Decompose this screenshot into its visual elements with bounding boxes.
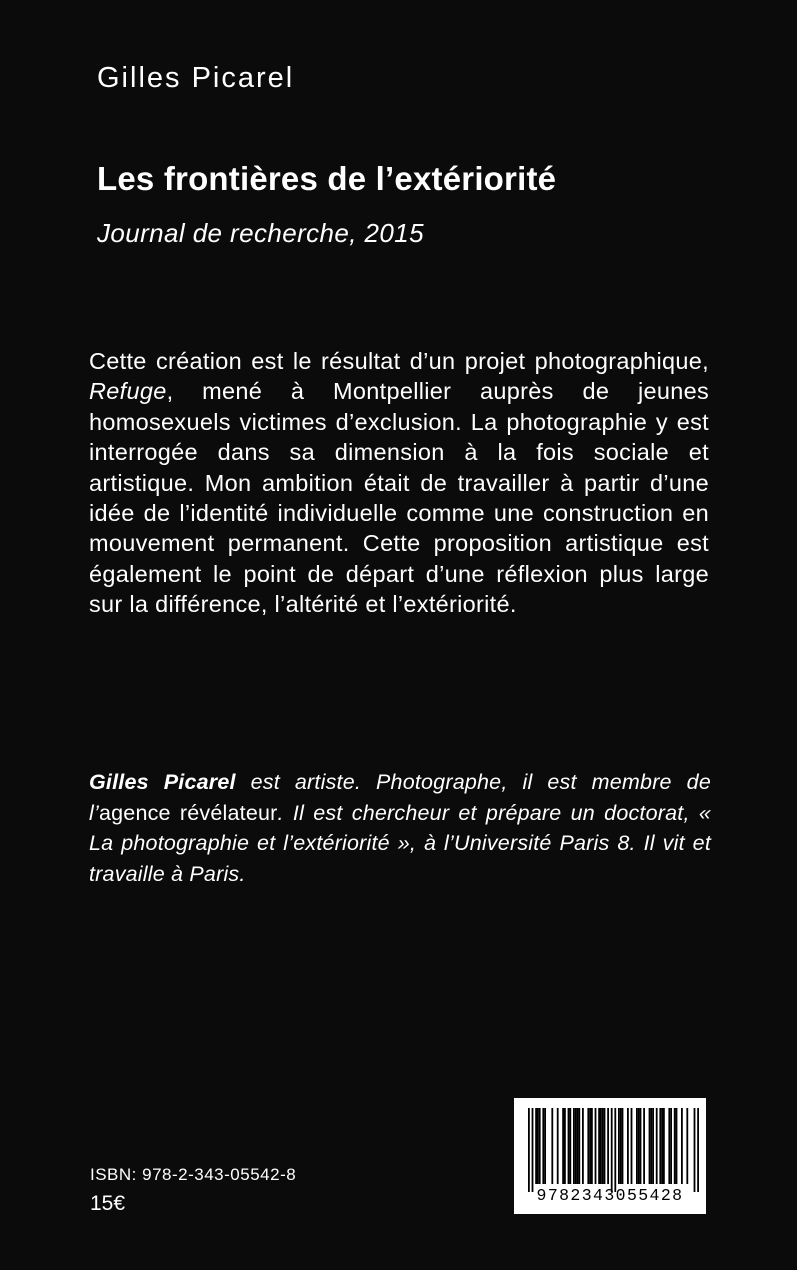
barcode-bar (564, 1108, 566, 1184)
bio-agency: agence révélateur (98, 800, 278, 825)
barcode-bar (640, 1108, 642, 1184)
barcode-bar (636, 1108, 638, 1184)
book-subtitle: Journal de recherche, 2015 (97, 218, 424, 248)
barcode-bar (681, 1108, 683, 1184)
barcode-bar (618, 1108, 620, 1184)
barcode-bar (668, 1108, 670, 1184)
barcode-bar (661, 1108, 663, 1184)
barcode-bar (544, 1108, 546, 1184)
barcode-bar (638, 1108, 640, 1184)
isbn-label: ISBN: 978-2-343-05542-8 (90, 1165, 297, 1184)
barcode-bar (578, 1108, 580, 1184)
author-name: Gilles Picarel (97, 62, 295, 94)
barcode-bar (663, 1108, 665, 1184)
barcode-bar (587, 1108, 589, 1184)
author-bio (89, 767, 711, 889)
barcode-bar (670, 1108, 672, 1184)
barcode-bar (652, 1108, 654, 1184)
barcode-bar (649, 1108, 651, 1184)
barcode-bar (607, 1108, 609, 1184)
barcode-bar (575, 1108, 577, 1184)
barcode-bar (535, 1108, 537, 1184)
barcode-bar (620, 1108, 622, 1184)
bio-text-2: . Il est chercheur et prépare un doctorat, « La photographie et l’extériorité », à l’Université Paris 8. Il vit et travaille à Paris. (89, 800, 712, 886)
summary-text-1: Cette création est le résultat d’un projet photographique, (89, 348, 709, 374)
barcode-bar (650, 1108, 652, 1184)
barcode-bar (539, 1108, 541, 1184)
barcode-bar (568, 1108, 570, 1184)
barcode-digits: 9782343055428 (536, 1186, 684, 1205)
summary-paragraph (89, 346, 709, 620)
barcode-bar (598, 1108, 600, 1184)
barcode-bar (595, 1108, 597, 1184)
barcode-bar (676, 1108, 678, 1184)
barcode-bar (611, 1108, 613, 1192)
barcode-bar (591, 1108, 593, 1184)
barcode-bar (582, 1108, 584, 1184)
barcode-bar (528, 1108, 530, 1192)
barcode-bar (551, 1108, 553, 1184)
bio-author-name: Gilles Picarel (89, 770, 236, 794)
barcode-bar (537, 1108, 539, 1184)
barcode-bar (686, 1108, 688, 1184)
barcode-bar (614, 1108, 616, 1192)
barcode-bar (562, 1108, 564, 1184)
barcode-bar (694, 1108, 696, 1192)
barcode-bar (674, 1108, 676, 1184)
summary-project-name: Refuge (89, 378, 167, 405)
barcode-bar (604, 1108, 606, 1184)
barcode-bar (602, 1108, 604, 1184)
book-title: Les frontières de l’extériorité (97, 160, 557, 197)
barcode-bar (573, 1108, 575, 1184)
summary-text-2: , mené à Montpellier auprès de jeunes homosexuels victimes d’exclusion. La photographie y est interrogée dans sa dimension à la fois sociale et artistique. Mon ambition était de travailler à partir d’une idée de l’identité individuelle comme une construction en mouvement permanent. Cette proposition artistique est également le point de départ d’une réflexion plus large sur la différence, l’altérité et l’extériorité. (89, 378, 709, 618)
barcode-bar (697, 1108, 699, 1192)
barcode (514, 1098, 706, 1214)
barcode-bar (643, 1108, 645, 1184)
barcode-bar (631, 1108, 633, 1184)
barcode-bar (622, 1108, 624, 1184)
barcode-bar (659, 1108, 661, 1184)
barcode-bar (589, 1108, 591, 1184)
barcode-bar (557, 1108, 559, 1184)
barcode-bar (656, 1108, 658, 1184)
barcode-bar (627, 1108, 629, 1184)
barcode-bar (577, 1108, 579, 1184)
bio-text-1: est artiste. Photographe, il est membre de l’ (89, 770, 711, 825)
barcode-bar (542, 1108, 544, 1184)
barcode-bar (600, 1108, 602, 1184)
barcode-bar (569, 1108, 571, 1184)
barcode-bar (532, 1108, 534, 1192)
price-label: 15€ (90, 1192, 126, 1215)
